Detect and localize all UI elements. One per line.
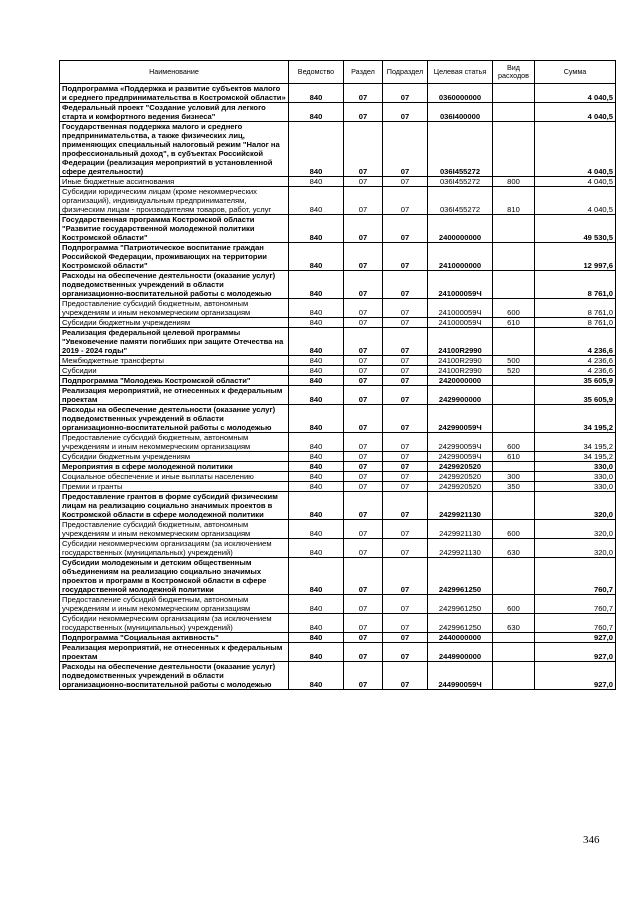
cell-exptype [493, 633, 535, 643]
cell-exptype: 520 [493, 366, 535, 376]
cell-subsection: 07 [383, 328, 428, 356]
cell-exptype [493, 386, 535, 405]
cell-target: 2429921130 [428, 520, 493, 539]
cell-target: 036I400000 [428, 103, 493, 122]
cell-section: 07 [344, 558, 383, 595]
cell-target: 2410000000 [428, 243, 493, 271]
cell-target: 2429920520 [428, 472, 493, 482]
cell-exptype [493, 405, 535, 433]
cell-dept: 840 [289, 215, 344, 243]
cell-target: 2429961250 [428, 614, 493, 633]
cell-subsection: 07 [383, 662, 428, 690]
table-row [60, 376, 616, 386]
cell-section: 07 [344, 187, 383, 215]
cell-sum: 8 761,0 [535, 271, 616, 299]
cell-name: Реализация федеральной целевой программы "Увековечение памяти погибших при защите Отечества на 2019 - 2024 годы" [60, 328, 289, 356]
cell-name: Субсидии бюджетным учреждениям [60, 452, 289, 462]
header-subsection: Подраздел [383, 61, 428, 84]
cell-subsection: 07 [383, 271, 428, 299]
cell-target: 2429921130 [428, 539, 493, 558]
cell-sum: 34 195,2 [535, 452, 616, 462]
cell-subsection: 07 [383, 539, 428, 558]
cell-section: 07 [344, 215, 383, 243]
cell-target: 2440000000 [428, 633, 493, 643]
cell-exptype: 610 [493, 318, 535, 328]
cell-target: 036I455272 [428, 122, 493, 177]
cell-dept: 840 [289, 614, 344, 633]
cell-name: Предоставление грантов в форме субсидий физическим лицам на реализацию социально значимых проектов в Костромской области в сфере молодежной политики [60, 492, 289, 520]
cell-dept: 840 [289, 520, 344, 539]
cell-sum: 34 195,2 [535, 405, 616, 433]
cell-exptype [493, 462, 535, 472]
table-row [60, 215, 616, 243]
table-row [60, 558, 616, 595]
cell-target: 241000059Ч [428, 318, 493, 328]
cell-sum: 927,0 [535, 662, 616, 690]
cell-section: 07 [344, 366, 383, 376]
cell-sum: 330,0 [535, 462, 616, 472]
cell-sum: 12 997,6 [535, 243, 616, 271]
cell-sum: 4 236,6 [535, 356, 616, 366]
cell-name: Государственная поддержка малого и среднего предпринимательства, а также физических лиц, применяющих специальный налоговый режим "Налог на профессиональный доход", в субъектах Российской Федерации (реализация мероприятий в установленной сфере деятельности) [60, 122, 289, 177]
cell-target: 2429961250 [428, 595, 493, 614]
cell-section: 07 [344, 539, 383, 558]
cell-section: 07 [344, 492, 383, 520]
cell-name: Премии и гранты [60, 482, 289, 492]
cell-name: Межбюджетные трансферты [60, 356, 289, 366]
cell-subsection: 07 [383, 614, 428, 633]
cell-dept: 840 [289, 452, 344, 462]
cell-name: Субсидии бюджетным учреждениям [60, 318, 289, 328]
cell-name: Подпрограмма «Поддержка и развитие субъектов малого и среднего предпринимательства в Костромской области» [60, 84, 289, 103]
cell-section: 07 [344, 452, 383, 462]
cell-subsection: 07 [383, 520, 428, 539]
cell-dept: 840 [289, 84, 344, 103]
header-target: Целевая статья [428, 61, 493, 84]
cell-target: 2400000000 [428, 215, 493, 243]
cell-sum: 34 195,2 [535, 433, 616, 452]
cell-section: 07 [344, 633, 383, 643]
cell-section: 07 [344, 122, 383, 177]
cell-exptype: 610 [493, 452, 535, 462]
cell-target: 24100R2990 [428, 366, 493, 376]
cell-sum: 320,0 [535, 520, 616, 539]
cell-subsection: 07 [383, 595, 428, 614]
cell-section: 07 [344, 328, 383, 356]
table-row [60, 122, 616, 177]
cell-section: 07 [344, 386, 383, 405]
cell-section: 07 [344, 103, 383, 122]
cell-target: 242990059Ч [428, 405, 493, 433]
cell-name: Субсидии некоммерческим организациям (за исключением государственных (муниципальных) учреждений) [60, 614, 289, 633]
cell-dept: 840 [289, 366, 344, 376]
cell-section: 07 [344, 643, 383, 662]
table-row [60, 633, 616, 643]
cell-name: Иные бюджетные ассигнования [60, 177, 289, 187]
table-row [60, 177, 616, 187]
cell-dept: 840 [289, 318, 344, 328]
cell-sum: 35 605,9 [535, 386, 616, 405]
cell-sum: 49 530,5 [535, 215, 616, 243]
cell-target: 24100R2990 [428, 356, 493, 366]
table-row [60, 356, 616, 366]
cell-sum: 330,0 [535, 482, 616, 492]
cell-name: Субсидии некоммерческим организациям (за исключением государственных (муниципальных) учреждений) [60, 539, 289, 558]
cell-name: Подпрограмма "Социальная активность" [60, 633, 289, 643]
cell-name: Реализация мероприятий, не отнесенных к федеральным проектам [60, 643, 289, 662]
cell-dept: 840 [289, 376, 344, 386]
cell-subsection: 07 [383, 386, 428, 405]
cell-dept: 840 [289, 633, 344, 643]
table-row [60, 187, 616, 215]
cell-exptype [493, 558, 535, 595]
cell-dept: 840 [289, 433, 344, 452]
cell-exptype: 350 [493, 482, 535, 492]
cell-sum: 4 040,5 [535, 84, 616, 103]
cell-sum: 760,7 [535, 614, 616, 633]
cell-exptype [493, 376, 535, 386]
table-row [60, 643, 616, 662]
header-exptype: Вид расходов [493, 61, 535, 84]
cell-name: Подпрограмма "Молодежь Костромской области" [60, 376, 289, 386]
cell-section: 07 [344, 299, 383, 318]
cell-sum: 4 040,5 [535, 187, 616, 215]
cell-sum: 320,0 [535, 492, 616, 520]
table-row [60, 452, 616, 462]
budget-table [59, 60, 616, 690]
table-row [60, 84, 616, 103]
cell-dept: 840 [289, 299, 344, 318]
cell-exptype: 800 [493, 177, 535, 187]
cell-subsection: 07 [383, 356, 428, 366]
cell-sum: 8 761,0 [535, 318, 616, 328]
cell-section: 07 [344, 614, 383, 633]
cell-subsection: 07 [383, 299, 428, 318]
cell-sum: 330,0 [535, 472, 616, 482]
header-dept: Ведомство [289, 61, 344, 84]
cell-section: 07 [344, 177, 383, 187]
cell-section: 07 [344, 318, 383, 328]
cell-dept: 840 [289, 386, 344, 405]
table-row [60, 271, 616, 299]
page-number: 346 [583, 834, 600, 846]
cell-name: Расходы на обеспечение деятельности (оказание услуг) подведомственных учреждений в области организационно-воспитательной работы с молодежью [60, 662, 289, 690]
cell-exptype [493, 243, 535, 271]
cell-name: Подпрограмма "Патриотическое воспитание граждан Российской Федерации, проживающих на территории Костромской области" [60, 243, 289, 271]
cell-name: Субсидии [60, 366, 289, 376]
table-row [60, 614, 616, 633]
header-name: Наименование [60, 61, 289, 84]
cell-target: 2429961250 [428, 558, 493, 595]
cell-subsection: 07 [383, 103, 428, 122]
table-row [60, 433, 616, 452]
cell-subsection: 07 [383, 177, 428, 187]
cell-exptype: 300 [493, 472, 535, 482]
cell-dept: 840 [289, 558, 344, 595]
cell-target: 24100R2990 [428, 328, 493, 356]
cell-target: 244990059Ч [428, 662, 493, 690]
cell-name: Субсидии юридическим лицам (кроме некоммерческих организаций), индивидуальным предпринимателям, физическим лицам - производителям товаров, работ, услуг [60, 187, 289, 215]
cell-section: 07 [344, 662, 383, 690]
cell-subsection: 07 [383, 633, 428, 643]
cell-target: 2429921130 [428, 492, 493, 520]
cell-exptype [493, 103, 535, 122]
cell-sum: 8 761,0 [535, 299, 616, 318]
cell-dept: 840 [289, 482, 344, 492]
cell-subsection: 07 [383, 482, 428, 492]
cell-dept: 840 [289, 243, 344, 271]
cell-sum: 35 605,9 [535, 376, 616, 386]
header-row [60, 61, 616, 84]
cell-target: 241000059Ч [428, 299, 493, 318]
cell-subsection: 07 [383, 243, 428, 271]
table-row [60, 405, 616, 433]
cell-exptype [493, 215, 535, 243]
cell-section: 07 [344, 482, 383, 492]
cell-name: Предоставление субсидий бюджетным, автономным учреждениям и иным некоммерческим организациям [60, 595, 289, 614]
cell-name: Расходы на обеспечение деятельности (оказание услуг) подведомственных учреждений в области организационно-воспитательной работы с молодежью [60, 271, 289, 299]
cell-dept: 840 [289, 662, 344, 690]
cell-section: 07 [344, 376, 383, 386]
cell-subsection: 07 [383, 366, 428, 376]
cell-name: Мероприятия в сфере молодежной политики [60, 462, 289, 472]
cell-target: 2429900000 [428, 386, 493, 405]
cell-subsection: 07 [383, 462, 428, 472]
cell-exptype: 600 [493, 433, 535, 452]
cell-section: 07 [344, 520, 383, 539]
cell-subsection: 07 [383, 433, 428, 452]
table-row [60, 462, 616, 472]
table-row [60, 366, 616, 376]
cell-sum: 927,0 [535, 643, 616, 662]
cell-exptype: 810 [493, 187, 535, 215]
cell-dept: 840 [289, 122, 344, 177]
cell-name: Расходы на обеспечение деятельности (оказание услуг) подведомственных учреждений в области организационно-воспитательной работы с молодежью [60, 405, 289, 433]
cell-exptype [493, 84, 535, 103]
header-sum: Сумма [535, 61, 616, 84]
cell-dept: 840 [289, 177, 344, 187]
cell-dept: 840 [289, 103, 344, 122]
cell-name: Субсидии молодежным и детским общественным объединениям на реализацию социально значимых проектов и программ в Костромской области в сфере государственной молодежной политики [60, 558, 289, 595]
cell-section: 07 [344, 84, 383, 103]
cell-dept: 840 [289, 356, 344, 366]
cell-sum: 320,0 [535, 539, 616, 558]
cell-subsection: 07 [383, 452, 428, 462]
table-row [60, 103, 616, 122]
table-row [60, 662, 616, 690]
cell-sum: 4 040,5 [535, 122, 616, 177]
cell-target: 242990059Ч [428, 452, 493, 462]
table-row [60, 482, 616, 492]
cell-sum: 4 040,5 [535, 103, 616, 122]
cell-target: 0360000000 [428, 84, 493, 103]
cell-sum: 4 040,5 [535, 177, 616, 187]
cell-exptype: 630 [493, 614, 535, 633]
cell-dept: 840 [289, 405, 344, 433]
cell-subsection: 07 [383, 318, 428, 328]
cell-subsection: 07 [383, 84, 428, 103]
cell-target: 036I455272 [428, 177, 493, 187]
cell-sum: 4 236,6 [535, 328, 616, 356]
cell-name: Государственная программа Костромской области "Развитие государственной молодежной политики Костромской области" [60, 215, 289, 243]
cell-section: 07 [344, 595, 383, 614]
cell-subsection: 07 [383, 558, 428, 595]
cell-dept: 840 [289, 472, 344, 482]
cell-section: 07 [344, 472, 383, 482]
cell-sum: 4 236,6 [535, 366, 616, 376]
cell-dept: 840 [289, 462, 344, 472]
cell-subsection: 07 [383, 472, 428, 482]
table-row [60, 539, 616, 558]
cell-dept: 840 [289, 643, 344, 662]
cell-exptype: 600 [493, 595, 535, 614]
cell-name: Федеральный проект "Создание условий для легкого старта и комфортного ведения бизнеса" [60, 103, 289, 122]
cell-exptype [493, 271, 535, 299]
table-row [60, 386, 616, 405]
cell-target: 2429920520 [428, 482, 493, 492]
cell-dept: 840 [289, 539, 344, 558]
cell-exptype: 600 [493, 299, 535, 318]
cell-subsection: 07 [383, 492, 428, 520]
cell-target: 2420000000 [428, 376, 493, 386]
cell-exptype [493, 643, 535, 662]
cell-sum: 927,0 [535, 633, 616, 643]
cell-dept: 840 [289, 271, 344, 299]
cell-exptype: 500 [493, 356, 535, 366]
table-row [60, 595, 616, 614]
cell-dept: 840 [289, 595, 344, 614]
cell-dept: 840 [289, 187, 344, 215]
cell-name: Социальное обеспечение и иные выплаты населению [60, 472, 289, 482]
cell-target: 242990059Ч [428, 433, 493, 452]
cell-dept: 840 [289, 492, 344, 520]
table-row [60, 318, 616, 328]
cell-sum: 760,7 [535, 558, 616, 595]
cell-section: 07 [344, 462, 383, 472]
cell-exptype [493, 662, 535, 690]
cell-name: Предоставление субсидий бюджетным, автономным учреждениям и иным некоммерческим организациям [60, 433, 289, 452]
cell-exptype: 630 [493, 539, 535, 558]
cell-section: 07 [344, 405, 383, 433]
cell-target: 2429920520 [428, 462, 493, 472]
cell-dept: 840 [289, 328, 344, 356]
cell-name: Предоставление субсидий бюджетным, автономным учреждениям и иным некоммерческим организациям [60, 299, 289, 318]
table-row [60, 328, 616, 356]
cell-section: 07 [344, 243, 383, 271]
cell-section: 07 [344, 271, 383, 299]
cell-subsection: 07 [383, 376, 428, 386]
cell-subsection: 07 [383, 405, 428, 433]
cell-sum: 760,7 [535, 595, 616, 614]
cell-subsection: 07 [383, 122, 428, 177]
table-row [60, 492, 616, 520]
table-row [60, 243, 616, 271]
cell-name: Предоставление субсидий бюджетным, автономным учреждениям и иным некоммерческим организациям [60, 520, 289, 539]
cell-exptype [493, 328, 535, 356]
table-row [60, 472, 616, 482]
header-section: Раздел [344, 61, 383, 84]
cell-target: 036I455272 [428, 187, 493, 215]
cell-target: 2449900000 [428, 643, 493, 662]
table-row [60, 299, 616, 318]
cell-section: 07 [344, 433, 383, 452]
cell-target: 241000059Ч [428, 271, 493, 299]
cell-subsection: 07 [383, 643, 428, 662]
cell-subsection: 07 [383, 215, 428, 243]
cell-subsection: 07 [383, 187, 428, 215]
table-row [60, 520, 616, 539]
cell-section: 07 [344, 356, 383, 366]
cell-exptype [493, 122, 535, 177]
cell-name: Реализация мероприятий, не отнесенных к федеральным проектам [60, 386, 289, 405]
cell-exptype: 600 [493, 520, 535, 539]
cell-exptype [493, 492, 535, 520]
